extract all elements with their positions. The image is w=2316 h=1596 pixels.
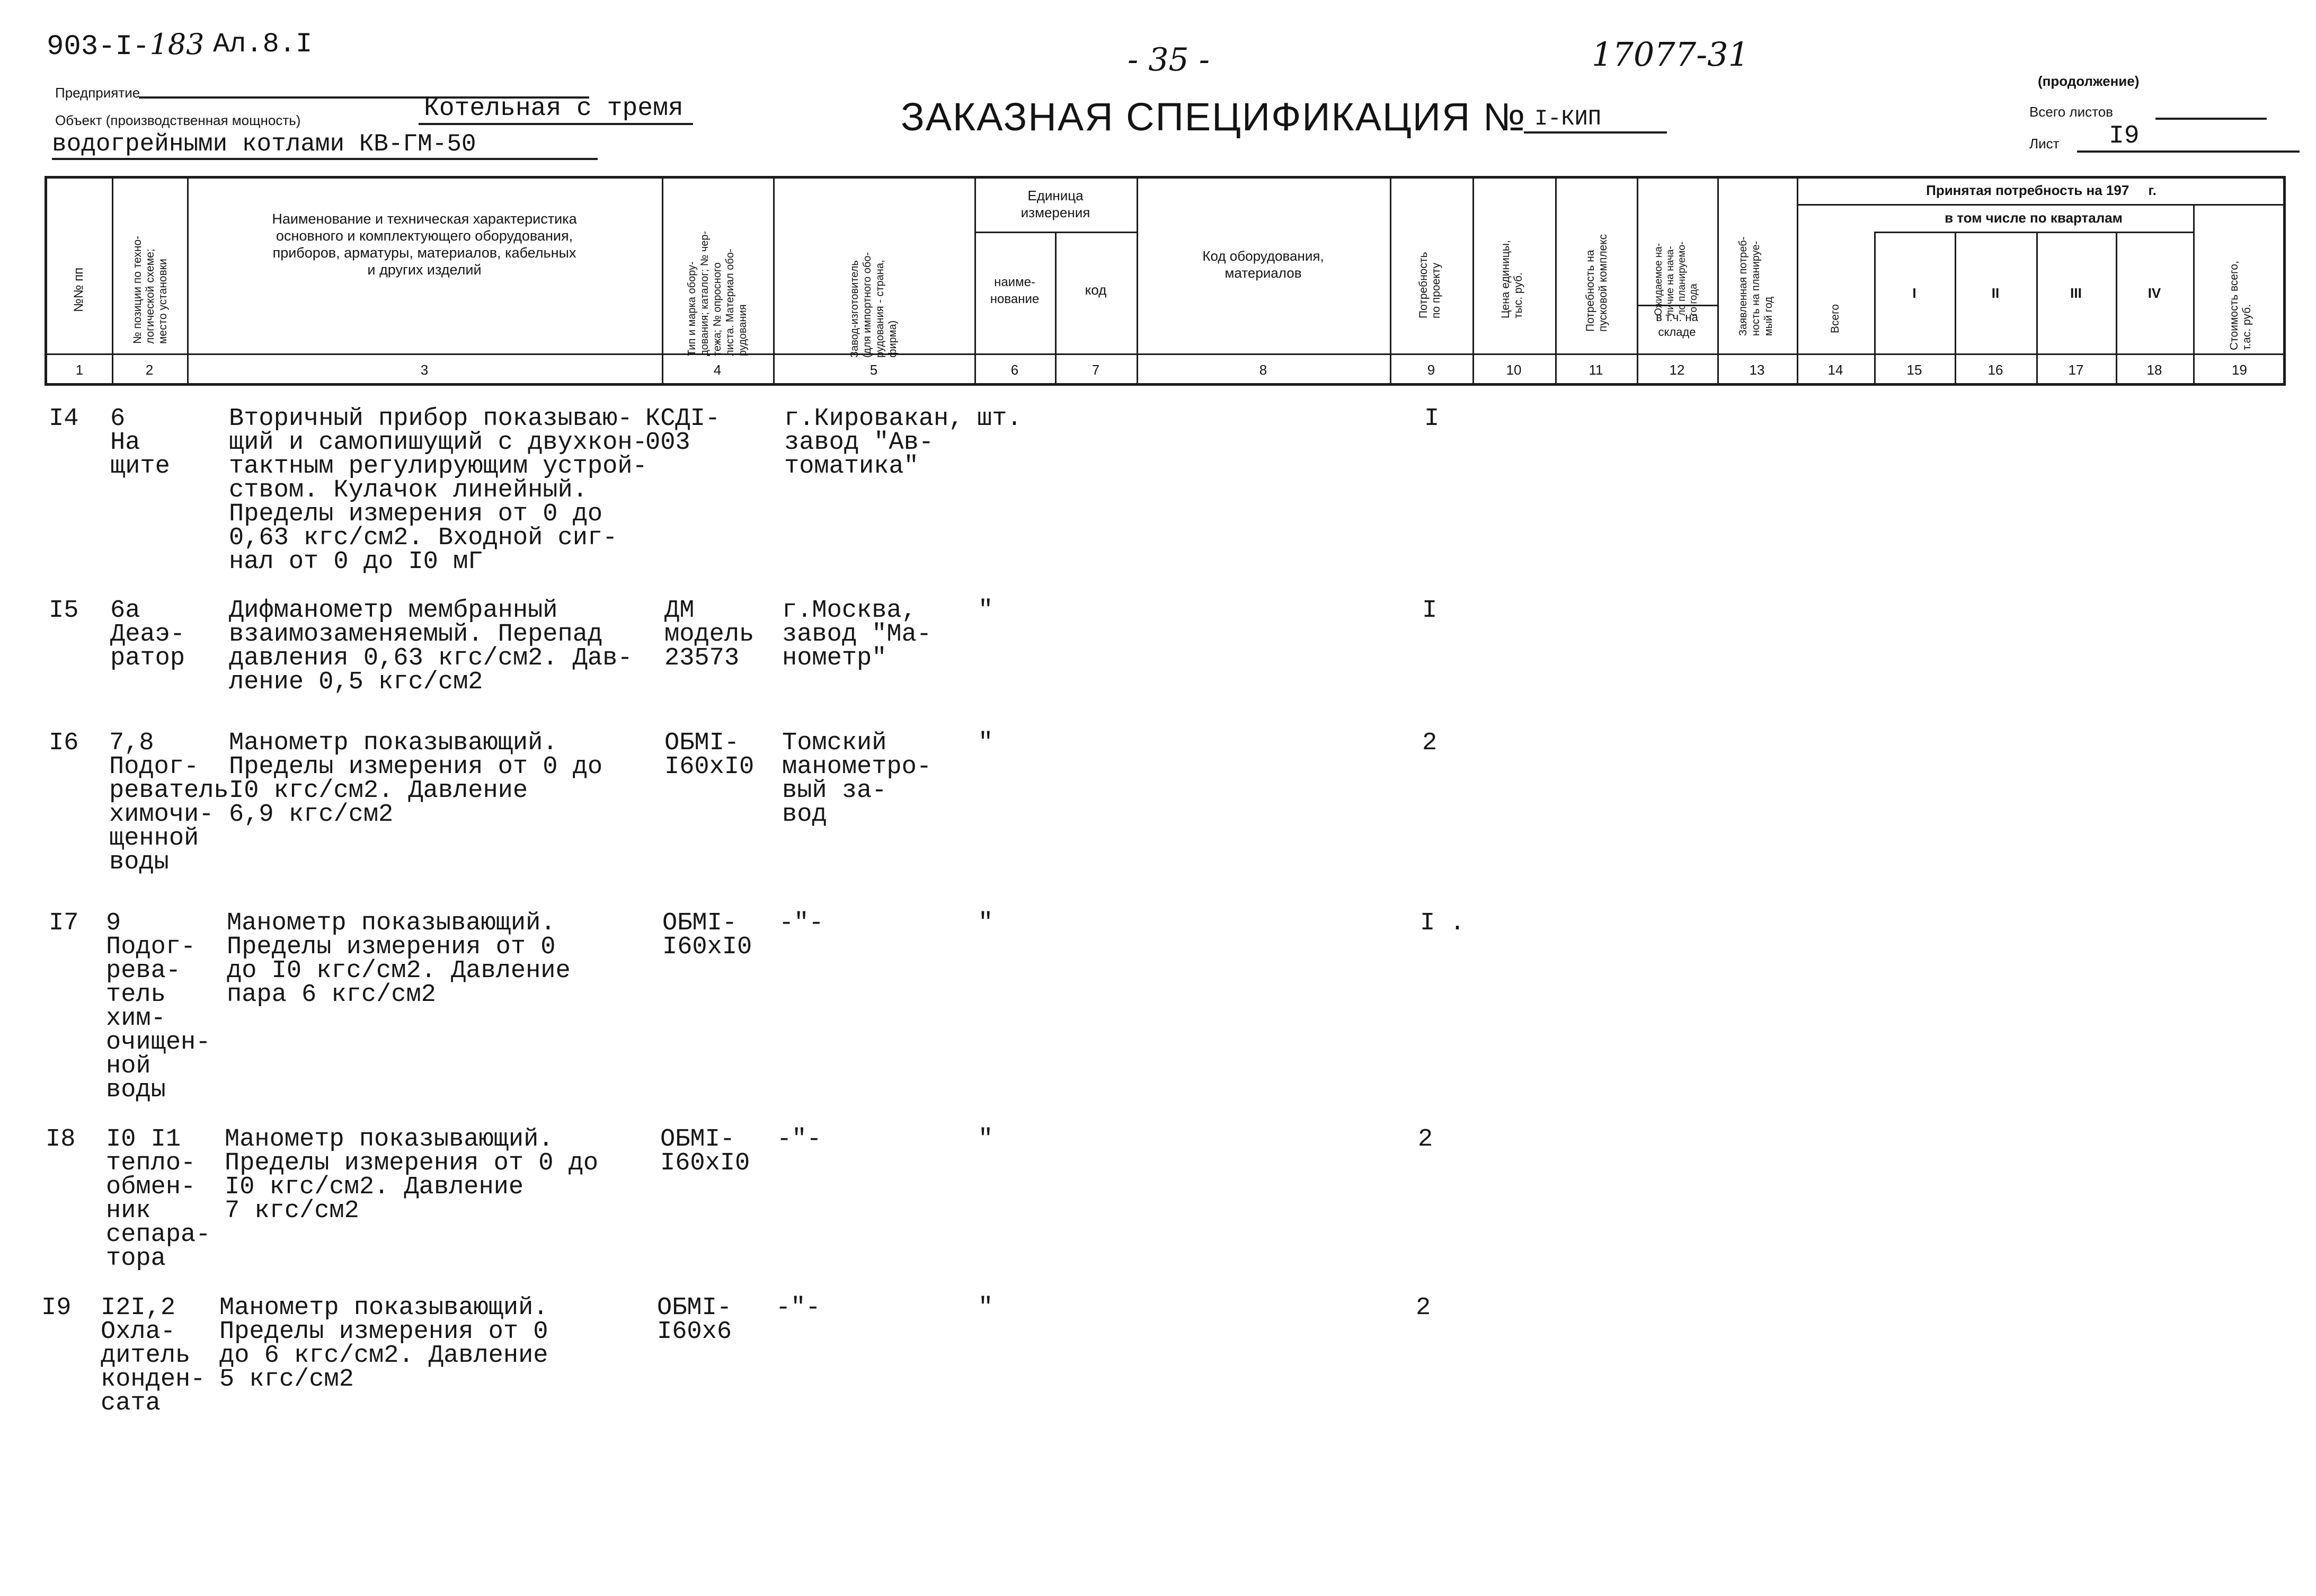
row-quantity: I (1422, 597, 1437, 625)
col-number: 12 (1669, 362, 1685, 378)
sheet-number: I9 (2077, 122, 2300, 153)
row-number: I7 (49, 909, 79, 937)
row-unit: " (978, 729, 993, 757)
col-number: 3 (420, 362, 429, 378)
page-number: - 35 - (1128, 41, 1210, 78)
row-type: КСДI- 003 (645, 405, 721, 457)
row-quantity: I . (1420, 909, 1465, 937)
document-code-printed: 903-I- (47, 31, 150, 63)
row-position: I0 I1 тепло- обмен- ник сепара- тора (106, 1125, 211, 1273)
col-number: 4 (713, 362, 722, 378)
row-number: I9 (41, 1294, 72, 1322)
continuation-note: (продолжение) (2038, 73, 2140, 89)
row-type: ОБМI- I60хI0 (660, 1125, 750, 1177)
row-maker: -"- (777, 1125, 822, 1154)
accepted-group-header: Принятая потребность на 197 г. (1926, 182, 2157, 198)
col-10-header: Цена единицы, тыс. руб. (1499, 240, 1524, 318)
object-value-line2: водогрейными котлами КВ-ГМ-50 (52, 130, 598, 160)
col-number: 7 (1092, 362, 1100, 378)
col-4-header: Тип и марка обору- дования; каталог; № чер- тежа; № опросного листа. Материал обо- рудования (686, 230, 749, 356)
col-number: 9 (1427, 362, 1435, 378)
row-unit: шт. (977, 405, 1022, 433)
total-sheets-label: Всего листов (2029, 104, 2113, 120)
document-title-text: ЗАКАЗНАЯ СПЕЦИФИКАЦИЯ № (901, 95, 1527, 139)
col-17-header: III (2070, 285, 2082, 301)
row-position: 7,8 Подог- реватель химочи- щенной воды (109, 729, 229, 876)
row-maker: г.Кировакан, завод "Ав- томатика" (784, 405, 964, 481)
col-5-header: Завод-изготовитель (для импортного обо- рудования - страна, фирма) (849, 252, 899, 358)
col-number: 15 (1906, 362, 1922, 378)
col-number: 6 (1010, 362, 1019, 378)
album-number: Ал.8.I (213, 29, 313, 60)
col-16-header: II (1991, 285, 2000, 301)
col-number: 16 (1987, 362, 2003, 378)
archive-number: 17077-31 (1592, 35, 1750, 74)
document-code (47, 28, 205, 63)
spec-table-header (45, 176, 2286, 386)
row-maker: -"- (779, 909, 824, 937)
col-number: 18 (2146, 362, 2162, 378)
row-name: Манометр показывающий. Пределы измерения от 0 до I0 кгс/см2. Давление 7 кгс/см2 (225, 1125, 599, 1225)
row-number: I4 (49, 405, 79, 433)
row-type: ОБМI- I60хI0 (664, 729, 755, 781)
col-3-header: Наименование и техническая характеристика основного и комплектующего оборудования, приборов, арматуры, материалов, кабельных и других изделий (272, 211, 577, 278)
row-position: 6 На щите (110, 405, 170, 481)
row-unit: " (978, 597, 993, 625)
row-unit: " (978, 1125, 993, 1154)
col-2-header: № позиции по техно- логической схеме; место установки (131, 235, 169, 344)
col-11-header: Потребность на пусковой комплекс (1584, 234, 1609, 332)
row-type: ОБМI- I60х6 (657, 1294, 732, 1346)
col-8-header: Код оборудования, материалов (1202, 248, 1324, 281)
row-maker: Томский манометро- вый за- вод (782, 729, 932, 829)
col-15-header: I (1912, 285, 1916, 301)
col-number: 14 (1827, 362, 1843, 378)
row-maker: -"- (776, 1294, 821, 1322)
row-name: Манометр показывающий. Пределы измерения от 0 до I0 кгс/см2. Давление 6,9 кгс/см2 (229, 729, 603, 829)
row-number: I5 (49, 597, 79, 625)
quarters-group-header: в том числе по кварталам (1945, 210, 2123, 226)
spec-number: I-КИП (1524, 106, 1667, 134)
col-number: 2 (145, 362, 154, 378)
col-number: 11 (1589, 362, 1603, 378)
row-name: Вторичный прибор показываю- щий и самопишущий с двухкон- тактным регулирующим устрой- ством. Кулачок линейный. Пределы измерения от 0 до 0,63 кгс/см2. Входной сиг- нал от 0 до I0 мГ (229, 405, 647, 576)
col-19-header: Стоимость всего, т.ас. руб. (2228, 261, 2253, 350)
row-position: 6а Деаэ- ратор (110, 597, 185, 672)
total-sheets-field (2155, 118, 2267, 120)
row-quantity: 2 (1416, 1294, 1431, 1322)
row-name: Дифманометр мембранный взаимозаменяемый. Перепад давления 0,63 кгс/см2. Дав- ление 0,5 кгс/см2 (229, 597, 633, 696)
row-name: Манометр показывающий. Пределы измерения от 0 до 6 кгс/см2. Давление 5 кгс/см2 (219, 1294, 548, 1394)
col-number: 1 (75, 362, 84, 378)
col-number: 19 (2232, 362, 2247, 378)
document-title (901, 94, 1526, 139)
row-unit: " (978, 1294, 993, 1322)
col-7-header: код (1085, 282, 1107, 298)
col-18-header: IV (2148, 285, 2161, 301)
col-number: 17 (2068, 362, 2084, 378)
row-number: I8 (46, 1125, 76, 1154)
enterprise-label-text: Предприятие (55, 85, 140, 101)
document-code-handwritten: 183 (149, 28, 205, 61)
col-12-header-top: Ожидаемое на- личие на нача- ло планируемо- го года (1653, 241, 1699, 316)
col-number: 13 (1749, 362, 1765, 378)
row-quantity: 2 (1422, 729, 1437, 757)
sheet-label: Лист (2029, 136, 2060, 152)
col-14-header: Всего (1829, 304, 1841, 333)
col-13-header: Заявленная потреб- ность на планируе- мый год (1737, 236, 1774, 336)
enterprise-label (55, 85, 140, 101)
row-quantity: I (1424, 405, 1440, 433)
col-9-header: Потребность по проекту (1417, 252, 1442, 318)
col-6-header: наиме- нование (990, 275, 1040, 306)
row-maker: г.Москва, завод "Ма- нометр" (782, 597, 932, 672)
col-1-header: №№ пп (72, 267, 86, 312)
row-position: I2I,2 Охла- дитель конден- сата (101, 1294, 206, 1417)
row-quantity: 2 (1418, 1125, 1433, 1154)
col-number: 8 (1259, 362, 1267, 378)
row-number: I6 (49, 729, 79, 757)
unit-group-header: Единица измерения (1021, 188, 1090, 220)
col-number: 5 (869, 362, 878, 378)
object-value-line1: Котельная с тремя (419, 94, 693, 125)
row-type: ОБМI- I60хI0 (662, 909, 752, 961)
col-12-header-bottom: в т.ч. на складе (1656, 311, 1698, 339)
object-label: Объект (производственная мощность) (55, 112, 301, 128)
row-name: Манометр показывающий. Пределы измерения от 0 до I0 кгс/см2. Давление пара 6 кгс/см2 (227, 909, 571, 1009)
row-position: 9 Подог- рева- тель хим- очищен- ной воды (106, 909, 211, 1104)
row-type: ДМ модель 23573 (664, 597, 755, 672)
row-unit: " (978, 909, 993, 937)
col-number: 10 (1506, 362, 1522, 378)
